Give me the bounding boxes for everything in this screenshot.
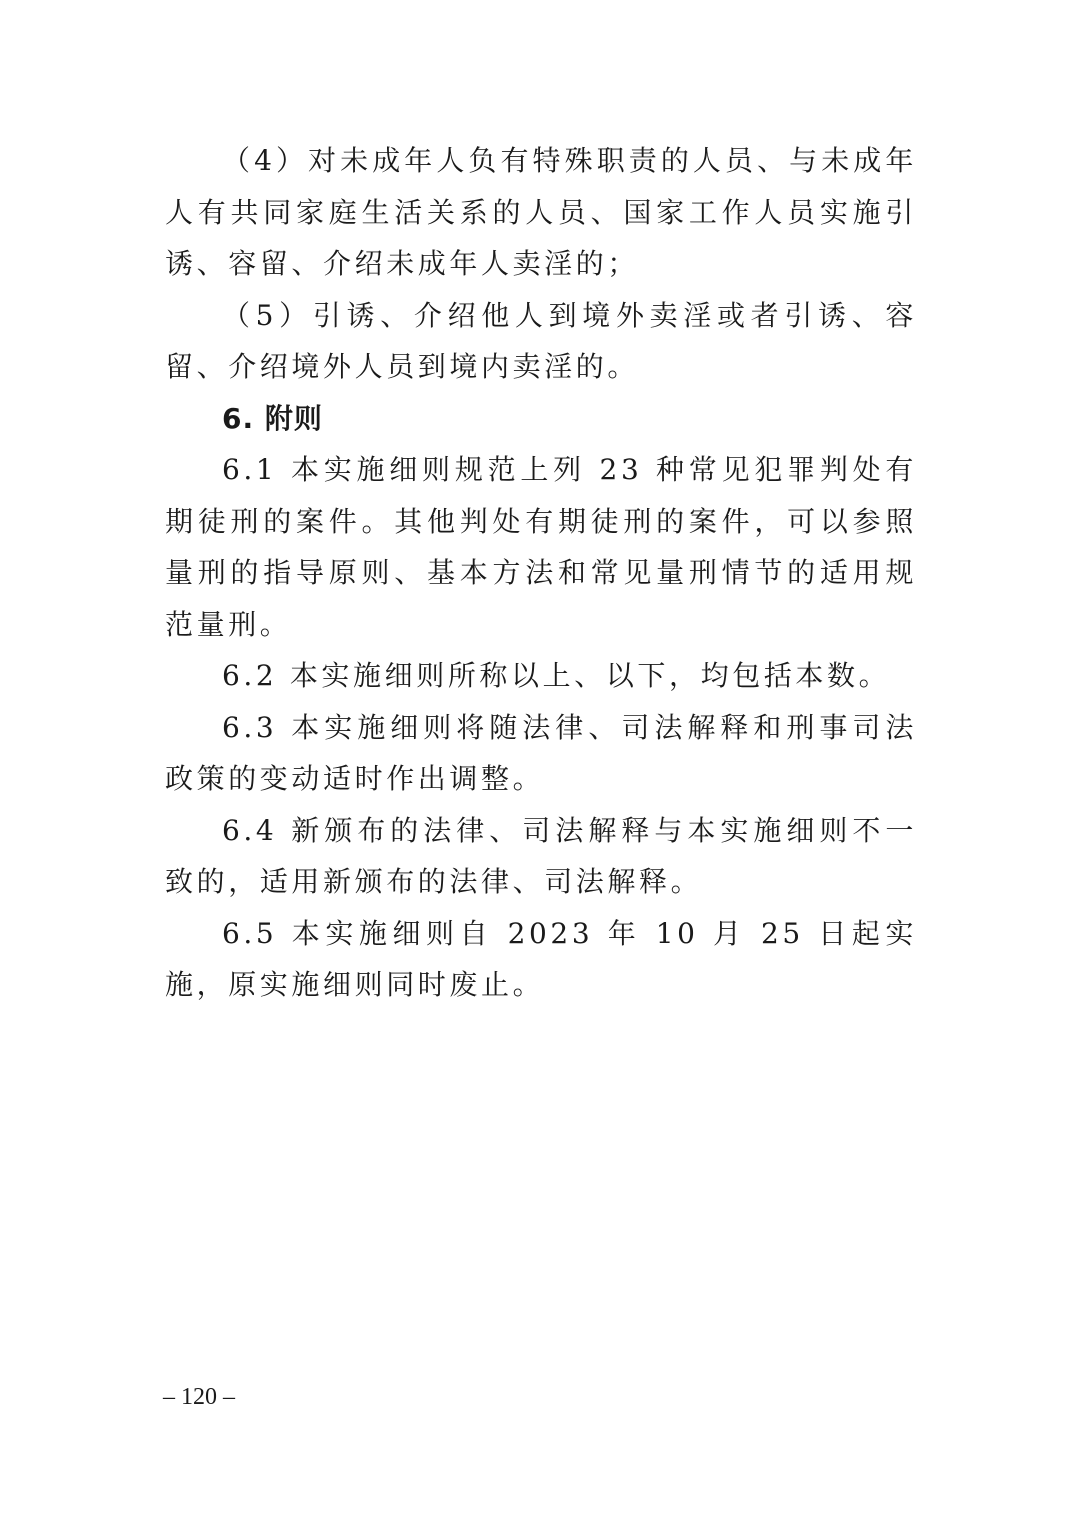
paragraph-item-4: （4）对未成年人负有特殊职责的人员、与未成年人有共同家庭生活关系的人员、国家工作人员实施引诱、容留、介绍未成年人卖淫的； — [165, 144, 917, 280]
clause-6-1: 6.1 本实施细则规范上列 23 种常见犯罪判处有期徒刑的案件。其他判处有期徒刑的案件，可以参照量刑的指导原则、基本方法和常见量刑情节的适用规范量刑。 — [165, 453, 917, 641]
clause-6-3: 6.3 本实施细则将随法律、司法解释和刑事司法政策的变动适时作出调整。 — [165, 710, 917, 795]
page-number: – 120 – — [163, 1384, 235, 1410]
clause-6-5: 6.5 本实施细则自 2023 年 10 月 25 日起实施，原实施细则同时废止。 — [165, 916, 917, 1001]
section-heading: 6. 附则 — [222, 401, 323, 435]
paragraph-item-5: （5）引诱、介绍他人到境外卖淫或者引诱、容留、介绍境外人员到境内卖淫的。 — [165, 298, 917, 383]
clause-6-2: 6.2 本实施细则所称以上、以下，均包括本数。 — [222, 659, 891, 692]
clause-6-4: 6.4 新颁布的法律、司法解释与本实施细则不一致的，适用新颁布的法律、司法解释。 — [165, 813, 917, 898]
page-body — [165, 135, 917, 1011]
